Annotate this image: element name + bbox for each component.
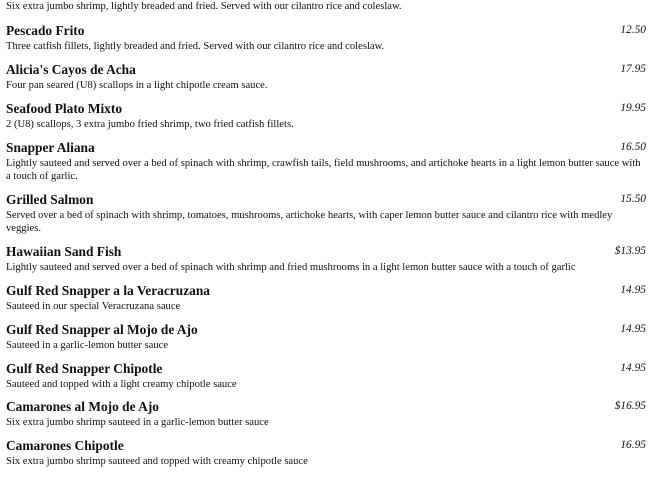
menu-item-name: Alicia's Cayos de Acha [6,62,136,77]
menu-item-header [6,22,646,38]
menu-item-header [6,398,646,414]
menu-item-name: Hawaiian Sand Fish [6,244,122,259]
menu-item-name: Seafood Plato Mixto [6,101,123,116]
menu-item-price: 19.95 [620,102,646,114]
menu-item-description: Three catfish fillets, lightly breaded and fried. Served with our cilantro rice and coleslaw. [6,41,385,52]
menu-item-name: Gulf Red Snapper a la Veracruzana [6,283,210,298]
menu-item-description: Lightly sauteed and served over a bed of spinach with shrimp, crawfish tails, field mushrooms, and artichoke hearts in a light lemon butter sauce with a touch of garlic. [6,158,641,182]
menu-item-name: Gulf Red Snapper Chipotle [6,361,163,376]
menu-item-grilled-salmon [6,191,646,235]
menu-item-hawaiian-sand-fish [6,243,646,274]
menu-item-price: 12.50 [620,24,646,36]
menu-item-header [6,61,646,77]
menu-item-gulf-red-snapper-veracruzana [6,282,646,313]
menu-item-gulf-red-snapper-chipotle [6,360,646,391]
menu-item-header [6,139,646,155]
menu-item-alicias-cayos-de-acha [6,61,646,92]
menu-item-header [6,437,646,453]
menu-item-header [6,100,646,116]
menu-item-price: 14.95 [620,362,646,374]
menu-item-description: Lightly sauteed and served over a bed of spinach with shrimp and fried mushrooms in a light lemon butter sauce with a touch of garlic [6,262,576,273]
menu-item-name: Gulf Red Snapper al Mojo de Ajo [6,322,198,337]
menu-item-description: Sauteed in a garlic-lemon butter sauce [6,340,169,351]
menu-item-description: 2 (U8) scallops, 3 extra jumbo fried shrimp, two fried catfish fillets. [6,119,294,130]
menu-item-header [6,282,646,298]
menu-item-price: 15.50 [620,193,646,205]
menu-item-price: 16.50 [620,141,646,153]
menu-item-gulf-red-snapper-mojo-de-ajo [6,321,646,352]
menu-item-price: 14.95 [620,284,646,296]
menu-item-description: Served over a bed of spinach with shrimp, tomatoes, mushrooms, artichoke hearts, with caper lemon butter sauce and cilantro rice with medley veggies. [6,210,613,234]
menu-item-pescado-frito [6,22,646,53]
menu-item-header [6,360,646,376]
menu-item-name: Grilled Salmon [6,192,94,207]
menu-item-name: Camarones Chipotle [6,438,124,453]
menu-item-price: $13.95 [614,245,646,257]
menu-item-description: Sauteed and topped with a light creamy chipotle sauce [6,379,237,390]
menu-item-name: Camarones al Mojo de Ajo [6,399,159,414]
menu-item-camarones-chipotle [6,437,646,468]
menu-item-description: Four pan seared (U8) scallops in a light chipotle cream sauce. [6,80,268,91]
intro-description: Six extra jumbo shrimp, lightly breaded and fried. Served with our cilantro rice and coleslaw. [6,1,402,12]
menu-item-description: Six extra jumbo shrimp sauteed in a garlic-lemon butter sauce [6,417,269,428]
menu-item-name: Snapper Aliana [6,140,95,155]
menu-item-snapper-aliana [6,139,646,183]
menu-item-price: 17.95 [620,63,646,75]
menu-item-description: Sauteed in our special Veracruzana sauce [6,301,181,312]
menu-item-header [6,321,646,337]
menu-item-price: $16.95 [614,400,646,412]
menu-item-header [6,191,646,207]
menu-item-header [6,243,646,259]
menu-item-name: Pescado Frito [6,23,85,38]
menu-item-seafood-plato-mixto [6,100,646,131]
menu-item-price: 14.95 [620,323,646,335]
menu-item-camarones-mojo-de-ajo [6,398,646,429]
menu-item-price: 16.95 [620,439,646,451]
menu-item-description: Six extra jumbo shrimp sauteed and topped with creamy chipotle sauce [6,456,308,467]
